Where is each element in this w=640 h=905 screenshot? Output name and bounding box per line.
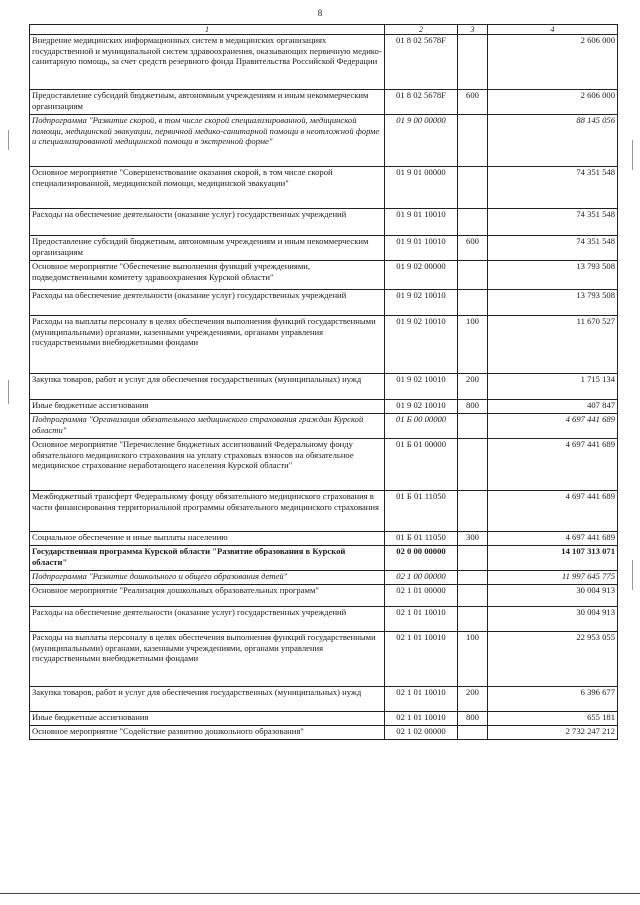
table-row — [30, 712, 618, 726]
row-code-cell: 01 8 02 5678F — [385, 90, 458, 115]
margin-mark — [632, 560, 633, 590]
column-header-csr: 2 — [385, 25, 458, 35]
margin-mark — [8, 380, 9, 404]
row-code-cell: 01 9 02 10010 — [385, 374, 458, 400]
row-type-cell — [458, 546, 488, 571]
row-type-cell: 600 — [458, 236, 488, 261]
row-code-cell: 02 1 00 00000 — [385, 571, 458, 585]
row-code-cell: 02 1 01 10010 — [385, 607, 458, 632]
row-type-cell — [458, 261, 488, 290]
row-name-cell: Государственная программа Курской области "Развитие образования в Курской области" — [30, 546, 385, 571]
row-code-cell: 01 8 02 5678F — [385, 35, 458, 90]
row-code-cell: 01 9 00 00000 — [385, 115, 458, 167]
table-row — [30, 236, 618, 261]
row-sum-cell: 407 847 — [488, 400, 618, 414]
row-sum-cell: 2 606 000 — [488, 90, 618, 115]
row-name-cell: Расходы на обеспечение деятельности (оказание услуг) государственных учреждений — [30, 209, 385, 236]
row-name-cell: Предоставление субсидий бюджетным, автономным учреждениям и иным некоммерческим организациям — [30, 90, 385, 115]
table-row — [30, 571, 618, 585]
budget-table — [29, 24, 618, 740]
row-code-cell: 01 9 02 10010 — [385, 400, 458, 414]
row-code-cell: 02 1 02 00000 — [385, 726, 458, 740]
row-type-cell: 200 — [458, 374, 488, 400]
row-sum-cell: 74 351 548 — [488, 236, 618, 261]
row-type-cell — [458, 571, 488, 585]
row-name-cell: Расходы на обеспечение деятельности (оказание услуг) государственных учреждений — [30, 607, 385, 632]
row-code-cell: 01 9 01 10010 — [385, 236, 458, 261]
row-type-cell — [458, 290, 488, 316]
row-type-cell — [458, 115, 488, 167]
table-row — [30, 167, 618, 209]
header-row — [30, 25, 618, 35]
row-name-cell: Расходы на выплаты персоналу в целях обеспечения выполнения функций государственными (муниципальными) органами, казенными учреждениями, органами управления государственными внебюджетными фондами — [30, 316, 385, 374]
row-code-cell: 02 1 01 10010 — [385, 687, 458, 712]
table-row — [30, 90, 618, 115]
row-sum-cell: 2 732 247 212 — [488, 726, 618, 740]
page-bottom-rule — [0, 893, 640, 894]
row-sum-cell: 30 004 913 — [488, 585, 618, 607]
row-sum-cell: 2 606 000 — [488, 35, 618, 90]
row-name-cell: Подпрограмма "Развитие дошкольного и общего образования детей" — [30, 571, 385, 585]
row-code-cell: 01 Б 01 11050 — [385, 491, 458, 532]
table-row — [30, 632, 618, 687]
row-sum-cell: 4 697 441 689 — [488, 439, 618, 491]
table-row — [30, 400, 618, 414]
row-name-cell: Предоставление субсидий бюджетным, автономным учреждениям и иным некоммерческим организациям — [30, 236, 385, 261]
row-sum-cell: 14 107 313 071 — [488, 546, 618, 571]
row-code-cell: 01 9 01 00000 — [385, 167, 458, 209]
row-name-cell: Внедрение медицинских информационных систем в медицинских организациях государственной и муниципальной систем здравоохранения, оказывающих первичную медико-санитарную помощь, за счет средств резервного фонда Правительства Российской Федерации — [30, 35, 385, 90]
page-number: 8 — [317, 8, 323, 18]
row-type-cell — [458, 491, 488, 532]
row-name-cell: Основное мероприятие "Реализация дошкольных образовательных программ" — [30, 585, 385, 607]
row-sum-cell: 4 697 441 689 — [488, 532, 618, 546]
row-type-cell — [458, 35, 488, 90]
table-row — [30, 585, 618, 607]
table-row — [30, 414, 618, 439]
column-header-sum: 4 — [488, 25, 618, 35]
row-sum-cell: 22 953 055 — [488, 632, 618, 687]
table-row — [30, 532, 618, 546]
row-code-cell: 01 Б 01 00000 — [385, 439, 458, 491]
table-body — [30, 35, 618, 740]
row-name-cell: Закупка товаров, работ и услуг для обеспечения государственных (муниципальных) нужд — [30, 687, 385, 712]
table-row — [30, 546, 618, 571]
row-sum-cell: 13 793 508 — [488, 290, 618, 316]
table-row — [30, 726, 618, 740]
column-header-vr: 3 — [458, 25, 488, 35]
row-type-cell — [458, 439, 488, 491]
row-type-cell — [458, 167, 488, 209]
column-header-name: 1 — [30, 25, 385, 35]
row-name-cell: Основное мероприятие "Обеспечение выполнения функций учреждениями, подведомственными комитету здравоохранения Курской области" — [30, 261, 385, 290]
row-type-cell: 100 — [458, 632, 488, 687]
table-row — [30, 209, 618, 236]
row-type-cell — [458, 607, 488, 632]
row-code-cell: 02 0 00 00000 — [385, 546, 458, 571]
table-row — [30, 607, 618, 632]
table-row — [30, 439, 618, 491]
row-type-cell: 100 — [458, 316, 488, 374]
row-type-cell: 800 — [458, 400, 488, 414]
row-name-cell: Основное мероприятие "Содействие развитию дошкольного образования" — [30, 726, 385, 740]
table-row — [30, 35, 618, 90]
row-type-cell — [458, 209, 488, 236]
table-row — [30, 374, 618, 400]
row-type-cell: 300 — [458, 532, 488, 546]
row-code-cell: 01 Б 00 00000 — [385, 414, 458, 439]
row-name-cell: Основное мероприятие "Перечисление бюджетных ассигнований Федеральному фонду обязательного медицинского страхования на уплату страховых взносов на обязательное медицинское страхование неработающего населения Курской области" — [30, 439, 385, 491]
table-row — [30, 316, 618, 374]
table-row — [30, 491, 618, 532]
row-sum-cell: 4 697 441 689 — [488, 491, 618, 532]
row-sum-cell: 1 715 134 — [488, 374, 618, 400]
margin-mark — [8, 130, 9, 150]
row-code-cell: 02 1 01 10010 — [385, 632, 458, 687]
row-sum-cell: 74 351 548 — [488, 209, 618, 236]
row-type-cell — [458, 414, 488, 439]
row-name-cell: Подпрограмма "Организация обязательного медицинского страхования граждан Курской области" — [30, 414, 385, 439]
row-type-cell: 200 — [458, 687, 488, 712]
table-row — [30, 115, 618, 167]
row-code-cell: 02 1 01 10010 — [385, 712, 458, 726]
row-name-cell: Иные бюджетные ассигнования — [30, 712, 385, 726]
row-sum-cell: 88 145 056 — [488, 115, 618, 167]
row-type-cell: 800 — [458, 712, 488, 726]
row-name-cell: Социальное обеспечение и иные выплаты населению — [30, 532, 385, 546]
row-type-cell — [458, 726, 488, 740]
row-code-cell: 02 1 01 00000 — [385, 585, 458, 607]
table-row — [30, 290, 618, 316]
row-sum-cell: 13 793 508 — [488, 261, 618, 290]
row-name-cell: Расходы на выплаты персоналу в целях обеспечения выполнения функций государственными (муниципальными) органами, казенными учреждениями, органами управления государственными внебюджетными фондами — [30, 632, 385, 687]
row-name-cell: Основное мероприятие "Совершенствование оказания скорой, в том числе скорой специализированной, медицинской помощи, медицинской эвакуации" — [30, 167, 385, 209]
table-row — [30, 261, 618, 290]
row-name-cell: Расходы на обеспечение деятельности (оказание услуг) государственных учреждений — [30, 290, 385, 316]
row-sum-cell: 6 396 677 — [488, 687, 618, 712]
row-sum-cell: 11 670 527 — [488, 316, 618, 374]
table-row — [30, 687, 618, 712]
row-sum-cell: 655 181 — [488, 712, 618, 726]
row-name-cell: Межбюджетный трансферт Федеральному фонду обязательного медицинского страхования в части финансирования территориальной программы обязательного медицинского страхования — [30, 491, 385, 532]
row-code-cell: 01 9 01 10010 — [385, 209, 458, 236]
row-type-cell — [458, 585, 488, 607]
row-sum-cell: 30 004 913 — [488, 607, 618, 632]
margin-mark — [632, 140, 633, 170]
row-sum-cell: 11 997 645 775 — [488, 571, 618, 585]
row-name-cell: Подпрограмма "Развитие скорой, в том числе скорой специализированной, медицинской помощи, медицинской эвакуации, первичной медико-санитарной помощи в неотложной форме и специализированной медицинской помощи в экстренной форме" — [30, 115, 385, 167]
row-name-cell: Иные бюджетные ассигнования — [30, 400, 385, 414]
row-sum-cell: 4 697 441 689 — [488, 414, 618, 439]
row-code-cell: 01 Б 01 11050 — [385, 532, 458, 546]
row-code-cell: 01 9 02 10010 — [385, 316, 458, 374]
row-sum-cell: 74 351 548 — [488, 167, 618, 209]
row-type-cell: 600 — [458, 90, 488, 115]
row-code-cell: 01 9 02 10010 — [385, 290, 458, 316]
row-code-cell: 01 9 02 00000 — [385, 261, 458, 290]
row-name-cell: Закупка товаров, работ и услуг для обеспечения государственных (муниципальных) нужд — [30, 374, 385, 400]
